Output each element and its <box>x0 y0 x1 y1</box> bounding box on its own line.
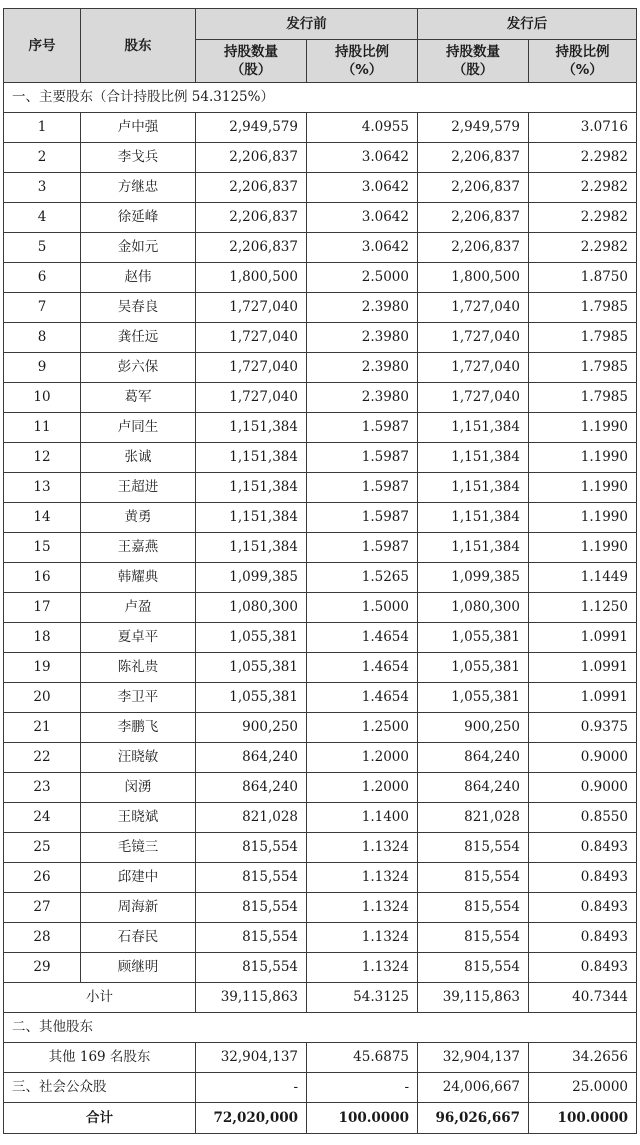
row-qty-after: 1,727,040 <box>418 353 529 383</box>
row-ratio-after: 2.2982 <box>529 173 637 203</box>
row-qty-after: 2,206,837 <box>418 203 529 233</box>
header-qty-after <box>418 40 529 83</box>
table-row <box>4 803 637 833</box>
row-seq: 9 <box>4 353 81 383</box>
subtotal-row-label: 小计 <box>4 983 196 1013</box>
row-holder-name: 徐延峰 <box>81 203 196 233</box>
table-row <box>4 893 637 923</box>
header-ratio-before <box>307 40 418 83</box>
row-qty-before: 815,554 <box>196 923 307 953</box>
row-ratio-after: 2.2982 <box>529 203 637 233</box>
row-seq: 1 <box>4 113 81 143</box>
section-other-label: 二、其他股东 <box>4 1013 637 1043</box>
row-seq: 23 <box>4 773 81 803</box>
row-qty-before: 864,240 <box>196 743 307 773</box>
row-holder-name: 卢中强 <box>81 113 196 143</box>
table-row <box>4 773 637 803</box>
row-ratio-after: 0.8493 <box>529 953 637 983</box>
row-qty-before: 1,727,040 <box>196 383 307 413</box>
row-seq: 26 <box>4 863 81 893</box>
row-ratio-after: 3.0716 <box>529 113 637 143</box>
row-qty-after: 1,055,381 <box>418 653 529 683</box>
row-ratio-after: 1.1990 <box>529 533 637 563</box>
other-holders-row-label: 其他 169 名股东 <box>4 1043 196 1073</box>
table-row <box>4 443 637 473</box>
header-seq: 序号 <box>4 9 81 83</box>
row-ratio-before: 3.0642 <box>307 173 418 203</box>
row-ratio-after: 1.1250 <box>529 593 637 623</box>
other-holders-row-qty-before: 32,904,137 <box>196 1043 307 1073</box>
row-holder-name: 张诚 <box>81 443 196 473</box>
row-qty-before: 2,949,579 <box>196 113 307 143</box>
row-seq: 24 <box>4 803 81 833</box>
row-qty-before: 1,151,384 <box>196 503 307 533</box>
row-holder-name: 彭六保 <box>81 353 196 383</box>
row-qty-after: 815,554 <box>418 893 529 923</box>
row-seq: 27 <box>4 893 81 923</box>
row-seq: 19 <box>4 653 81 683</box>
public-shares-row-ratio-before: - <box>307 1073 418 1103</box>
row-qty-before: 1,080,300 <box>196 593 307 623</box>
subtotal-row-qty-after: 39,115,863 <box>418 983 529 1013</box>
row-seq: 10 <box>4 383 81 413</box>
row-holder-name: 王晓斌 <box>81 803 196 833</box>
row-qty-before: 1,727,040 <box>196 293 307 323</box>
row-ratio-after: 1.0991 <box>529 623 637 653</box>
subtotal-row-qty-before: 39,115,863 <box>196 983 307 1013</box>
row-ratio-after: 0.8493 <box>529 863 637 893</box>
row-seq: 2 <box>4 143 81 173</box>
row-holder-name: 石春民 <box>81 923 196 953</box>
row-qty-before: 815,554 <box>196 953 307 983</box>
row-ratio-before: 1.4654 <box>307 683 418 713</box>
row-qty-after: 1,727,040 <box>418 383 529 413</box>
row-seq: 17 <box>4 593 81 623</box>
row-holder-name: 毛镜三 <box>81 833 196 863</box>
row-seq: 7 <box>4 293 81 323</box>
row-seq: 12 <box>4 443 81 473</box>
row-qty-after: 815,554 <box>418 923 529 953</box>
row-qty-before: 1,151,384 <box>196 473 307 503</box>
row-qty-after: 2,949,579 <box>418 113 529 143</box>
header-ratio-text: 持股比例 （%） <box>555 44 610 78</box>
row-qty-after: 1,055,381 <box>418 623 529 653</box>
row-ratio-before: 1.4654 <box>307 653 418 683</box>
row-qty-before: 2,206,837 <box>196 203 307 233</box>
section-other-holders <box>4 1013 637 1043</box>
row-ratio-after: 1.1990 <box>529 413 637 443</box>
header-before: 发行前 <box>196 9 418 40</box>
table-row <box>4 653 637 683</box>
row-ratio-after: 1.8750 <box>529 263 637 293</box>
row-qty-before: 815,554 <box>196 893 307 923</box>
row-ratio-before: 1.5987 <box>307 413 418 443</box>
table-row <box>4 233 637 263</box>
row-seq: 21 <box>4 713 81 743</box>
row-ratio-before: 1.1400 <box>307 803 418 833</box>
header-ratio-after <box>529 40 637 83</box>
row-ratio-before: 1.4654 <box>307 623 418 653</box>
row-holder-name: 王嘉燕 <box>81 533 196 563</box>
row-ratio-after: 1.1449 <box>529 563 637 593</box>
row-qty-after: 821,028 <box>418 803 529 833</box>
table-row <box>4 203 637 233</box>
row-ratio-after: 0.9375 <box>529 713 637 743</box>
row-qty-after: 815,554 <box>418 833 529 863</box>
row-seq: 3 <box>4 173 81 203</box>
table-row <box>4 143 637 173</box>
row-qty-after: 1,151,384 <box>418 533 529 563</box>
table-row <box>4 503 637 533</box>
row-qty-before: 900,250 <box>196 713 307 743</box>
row-qty-after: 815,554 <box>418 953 529 983</box>
header-ratio-text: 持股比例 （%） <box>335 44 389 78</box>
row-seq: 8 <box>4 323 81 353</box>
row-ratio-before: 1.2500 <box>307 713 418 743</box>
section-main-label: 一、主要股东（合计持股比例 54.3125%） <box>4 83 637 113</box>
table-row <box>4 923 637 953</box>
table-row <box>4 623 637 653</box>
row-qty-before: 1,099,385 <box>196 563 307 593</box>
row-ratio-after: 1.7985 <box>529 323 637 353</box>
row-ratio-before: 4.0955 <box>307 113 418 143</box>
row-ratio-before: 3.0642 <box>307 233 418 263</box>
subtotal-row-ratio-before: 54.3125 <box>307 983 418 1013</box>
row-qty-before: 821,028 <box>196 803 307 833</box>
row-ratio-before: 1.1324 <box>307 833 418 863</box>
row-holder-name: 王超进 <box>81 473 196 503</box>
other-holders-row-ratio-before: 45.6875 <box>307 1043 418 1073</box>
public-shares-row-label: 三、社会公众股 <box>4 1073 196 1103</box>
row-ratio-after: 0.8493 <box>529 893 637 923</box>
row-ratio-before: 1.5987 <box>307 533 418 563</box>
table-row <box>4 413 637 443</box>
row-qty-before: 2,206,837 <box>196 173 307 203</box>
row-qty-before: 815,554 <box>196 863 307 893</box>
row-seq: 13 <box>4 473 81 503</box>
row-qty-before: 1,800,500 <box>196 263 307 293</box>
shareholding-table <box>3 8 637 1134</box>
total-row-qty-after: 96,026,667 <box>418 1103 529 1134</box>
row-qty-before: 2,206,837 <box>196 233 307 263</box>
row-qty-after: 864,240 <box>418 773 529 803</box>
row-holder-name: 李鹏飞 <box>81 713 196 743</box>
row-qty-after: 1,727,040 <box>418 323 529 353</box>
row-seq: 18 <box>4 623 81 653</box>
table-row <box>4 833 637 863</box>
row-holder-name: 金如元 <box>81 233 196 263</box>
header-qty-text: 持股数量 （股） <box>446 44 500 78</box>
row-ratio-before: 1.5987 <box>307 473 418 503</box>
row-seq: 4 <box>4 203 81 233</box>
table-row <box>4 173 637 203</box>
row-ratio-after: 0.8493 <box>529 833 637 863</box>
row-ratio-after: 0.9000 <box>529 743 637 773</box>
row-holder-name: 韩耀典 <box>81 563 196 593</box>
row-qty-before: 815,554 <box>196 833 307 863</box>
row-qty-before: 1,055,381 <box>196 683 307 713</box>
row-qty-after: 1,727,040 <box>418 293 529 323</box>
table-row <box>4 383 637 413</box>
row-ratio-before: 2.5000 <box>307 263 418 293</box>
row-qty-after: 900,250 <box>418 713 529 743</box>
row-seq: 6 <box>4 263 81 293</box>
row-qty-after: 864,240 <box>418 743 529 773</box>
row-holder-name: 黄勇 <box>81 503 196 533</box>
row-ratio-after: 0.8550 <box>529 803 637 833</box>
row-qty-before: 1,151,384 <box>196 413 307 443</box>
subtotal-row <box>4 983 637 1013</box>
total-row-ratio-after: 100.0000 <box>529 1103 637 1134</box>
row-ratio-after: 1.7985 <box>529 353 637 383</box>
other-holders-row-qty-after: 32,904,137 <box>418 1043 529 1073</box>
row-holder-name: 邱建中 <box>81 863 196 893</box>
row-seq: 14 <box>4 503 81 533</box>
row-qty-after: 1,151,384 <box>418 473 529 503</box>
row-qty-before: 1,727,040 <box>196 353 307 383</box>
table-row <box>4 953 637 983</box>
row-holder-name: 葛军 <box>81 383 196 413</box>
row-seq: 28 <box>4 923 81 953</box>
row-ratio-after: 1.7985 <box>529 383 637 413</box>
row-holder-name: 吴春良 <box>81 293 196 323</box>
table-row <box>4 533 637 563</box>
row-holder-name: 顾继明 <box>81 953 196 983</box>
row-qty-after: 815,554 <box>418 863 529 893</box>
row-ratio-after: 0.9000 <box>529 773 637 803</box>
row-seq: 15 <box>4 533 81 563</box>
row-holder-name: 李卫平 <box>81 683 196 713</box>
row-qty-after: 2,206,837 <box>418 143 529 173</box>
row-ratio-before: 2.3980 <box>307 383 418 413</box>
table-row <box>4 713 637 743</box>
header-qty-before <box>196 40 307 83</box>
row-qty-before: 1,055,381 <box>196 653 307 683</box>
shareholding-table-wrapper <box>3 8 636 1134</box>
table-row <box>4 683 637 713</box>
public-shares-row <box>4 1073 637 1103</box>
subtotal-row-ratio-after: 40.7344 <box>529 983 637 1013</box>
public-shares-row-qty-after: 24,006,667 <box>418 1073 529 1103</box>
table-row <box>4 593 637 623</box>
row-qty-after: 1,080,300 <box>418 593 529 623</box>
row-seq: 20 <box>4 683 81 713</box>
table-row <box>4 293 637 323</box>
row-qty-after: 1,151,384 <box>418 443 529 473</box>
total-row-qty-before: 72,020,000 <box>196 1103 307 1134</box>
header-after: 发行后 <box>418 9 637 40</box>
row-ratio-before: 1.1324 <box>307 893 418 923</box>
row-qty-before: 864,240 <box>196 773 307 803</box>
row-holder-name: 卢盈 <box>81 593 196 623</box>
public-shares-row-qty-before: - <box>196 1073 307 1103</box>
row-qty-after: 1,151,384 <box>418 503 529 533</box>
row-ratio-before: 1.5265 <box>307 563 418 593</box>
row-ratio-before: 2.3980 <box>307 353 418 383</box>
table-row <box>4 323 637 353</box>
row-qty-after: 2,206,837 <box>418 233 529 263</box>
row-qty-after: 1,800,500 <box>418 263 529 293</box>
row-qty-after: 1,151,384 <box>418 413 529 443</box>
row-ratio-before: 2.3980 <box>307 293 418 323</box>
total-row <box>4 1103 637 1134</box>
row-seq: 29 <box>4 953 81 983</box>
row-qty-before: 1,151,384 <box>196 533 307 563</box>
row-holder-name: 龚任远 <box>81 323 196 353</box>
row-ratio-after: 1.0991 <box>529 653 637 683</box>
public-shares-row-ratio-after: 25.0000 <box>529 1073 637 1103</box>
header-holder: 股东 <box>81 9 196 83</box>
header-qty-text: 持股数量 （股） <box>224 44 278 78</box>
row-ratio-before: 2.3980 <box>307 323 418 353</box>
table-body <box>4 83 637 1134</box>
table-row <box>4 353 637 383</box>
row-qty-before: 2,206,837 <box>196 143 307 173</box>
row-holder-name: 陈礼贵 <box>81 653 196 683</box>
row-holder-name: 闵湧 <box>81 773 196 803</box>
row-seq: 22 <box>4 743 81 773</box>
row-ratio-after: 1.0991 <box>529 683 637 713</box>
row-qty-before: 1,151,384 <box>196 443 307 473</box>
row-holder-name: 方继忠 <box>81 173 196 203</box>
row-ratio-before: 1.2000 <box>307 743 418 773</box>
row-seq: 25 <box>4 833 81 863</box>
row-ratio-before: 1.1324 <box>307 953 418 983</box>
row-holder-name: 李戈兵 <box>81 143 196 173</box>
row-ratio-before: 1.2000 <box>307 773 418 803</box>
total-row-ratio-before: 100.0000 <box>307 1103 418 1134</box>
row-ratio-before: 1.5000 <box>307 593 418 623</box>
row-holder-name: 卢同生 <box>81 413 196 443</box>
row-holder-name: 赵伟 <box>81 263 196 293</box>
table-row <box>4 743 637 773</box>
row-qty-after: 1,055,381 <box>418 683 529 713</box>
row-holder-name: 夏卓平 <box>81 623 196 653</box>
other-holders-row-ratio-after: 34.2656 <box>529 1043 637 1073</box>
row-ratio-before: 1.1324 <box>307 863 418 893</box>
table-row <box>4 473 637 503</box>
row-ratio-after: 2.2982 <box>529 143 637 173</box>
row-ratio-before: 1.5987 <box>307 443 418 473</box>
row-seq: 16 <box>4 563 81 593</box>
row-ratio-after: 1.7985 <box>529 293 637 323</box>
total-row-label: 合计 <box>4 1103 196 1134</box>
row-ratio-before: 1.1324 <box>307 923 418 953</box>
table-row <box>4 113 637 143</box>
row-ratio-after: 0.8493 <box>529 923 637 953</box>
row-qty-after: 1,099,385 <box>418 563 529 593</box>
table-row <box>4 263 637 293</box>
section-main-holders <box>4 83 637 113</box>
row-seq: 11 <box>4 413 81 443</box>
table-row <box>4 863 637 893</box>
row-ratio-before: 3.0642 <box>307 203 418 233</box>
other-holders-row <box>4 1043 637 1073</box>
row-ratio-after: 2.2982 <box>529 233 637 263</box>
table-row <box>4 563 637 593</box>
row-qty-before: 1,055,381 <box>196 623 307 653</box>
row-holder-name: 汪晓敏 <box>81 743 196 773</box>
row-qty-before: 1,727,040 <box>196 323 307 353</box>
row-ratio-before: 3.0642 <box>307 143 418 173</box>
row-qty-after: 2,206,837 <box>418 173 529 203</box>
row-seq: 5 <box>4 233 81 263</box>
row-ratio-after: 1.1990 <box>529 473 637 503</box>
row-ratio-after: 1.1990 <box>529 443 637 473</box>
header-row-1 <box>4 9 637 40</box>
row-ratio-after: 1.1990 <box>529 503 637 533</box>
row-ratio-before: 1.5987 <box>307 503 418 533</box>
row-holder-name: 周海新 <box>81 893 196 923</box>
